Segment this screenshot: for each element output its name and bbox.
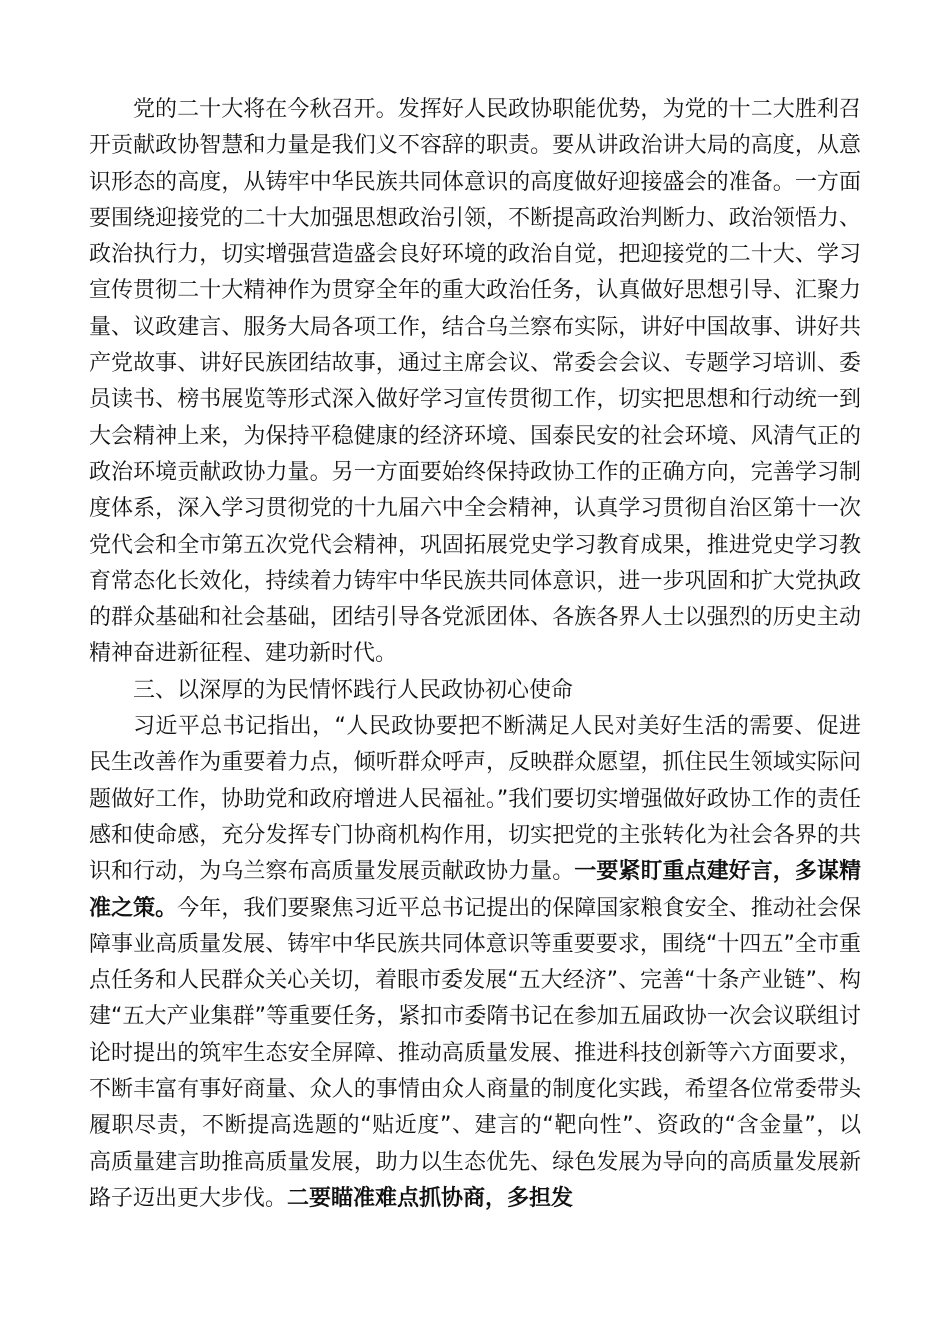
bold-emphasis: 二要瞄准难点抓协商，多担发	[287, 1185, 574, 1211]
section-heading: 三、以深厚的为民情怀践行人民政协初心使命	[133, 677, 574, 703]
body-paragraph: 党的二十大将在今秋召开。发挥好人民政协职能优势，为党的十二大胜利召开贡献政协智慧和力量是我们义不容辞的职责。要从讲政治讲大局的高度，从意识形态的高度，从铸牢中华民族共同体意识的高度做好迎接盛会的准备。一方面要围绕迎接党的二十大加强思想政治引领，不断提高政治判断力、政治领悟力、政治执行力，切实增强营造盛会良好环境的政治自觉，把迎接党的二十大、学习宣传贯彻二十大精神作为贯穿全年的重大政治任务，认真做好思想引导、汇聚力量、议政建言、服务大局各项工作，结合乌兰察布实际，讲好中国故事、讲好共产党故事、讲好民族团结故事，通过主席会议、常委会会议、专题学习培训、委员读书、榜书展览等形式深入做好学习宣传贯彻工作，切实把思想和行动统一到大会精神上来，为保持平稳健康的经济环境、国泰民安的社会环境、风清气正的政治环境贡献政协力量。另一方面要始终保持政协工作的正确方向，完善学习制度体系，深入学习贯彻党的十九届六中全会精神，认真学习贯彻自治区第十一次党代会和全市第五次党代会精神，巩固拓展党史学习教育成果，推进党史学习教育常态化长效化，持续着力铸牢中华民族共同体意识，进一步巩固和扩大党执政的群众基础和社会基础，团结引导各党派团体、各族各界人士以强烈的历史主动精神奋进新征程、建功新时代。	[89, 97, 861, 667]
document-page	[89, 92, 861, 1217]
paragraph-text: 习近平总书记指出，“人民政协要把不断满足人民对美好生活的需要、促进民生改善作为重要着力点，倾听群众呼声，反映群众愿望，抓住民生领域实际问题做好工作，协助党和政府增进人民福祉。”我们要切实增强做好政协工作的责任感和使命感，充分发挥专门协商机构作用，切实把党的主张转化为社会各界的共识和行动，为乌兰察布高质量发展贡献政协力量。	[89, 714, 861, 885]
paragraph-text: 今年，我们要聚焦习近平总书记提出的保障国家粮食安全、推动社会保障事业高质量发展、铸牢中华民族共同体意识等重要要求，围绕“十四五”全市重点任务和人民群众关心关切，着眼市委发展“五大经济”、完善“十条产业链”、构建“五大产业集群”等重要任务，紧扣市委隋书记在参加五届政协一次会议联组讨论时提出的筑牢生态安全屏障、推动高质量发展、推进科技创新等六方面要求，不断丰富有事好商量、众人的事情由众人商量的制度化实践，希望各位常委带头履职尽责，不断提高选题的“贴近度”、建言的“靶向性”、资政的“含金量”，以高质量建言助推高质量发展，助力以生态优先、绿色发展为导向的高质量发展新路子迈出更大步伐。	[89, 895, 861, 1211]
bold-emphasis: 一要紧盯重点建好言，多谋精准之策。	[89, 859, 861, 921]
body-paragraph	[89, 709, 861, 1217]
